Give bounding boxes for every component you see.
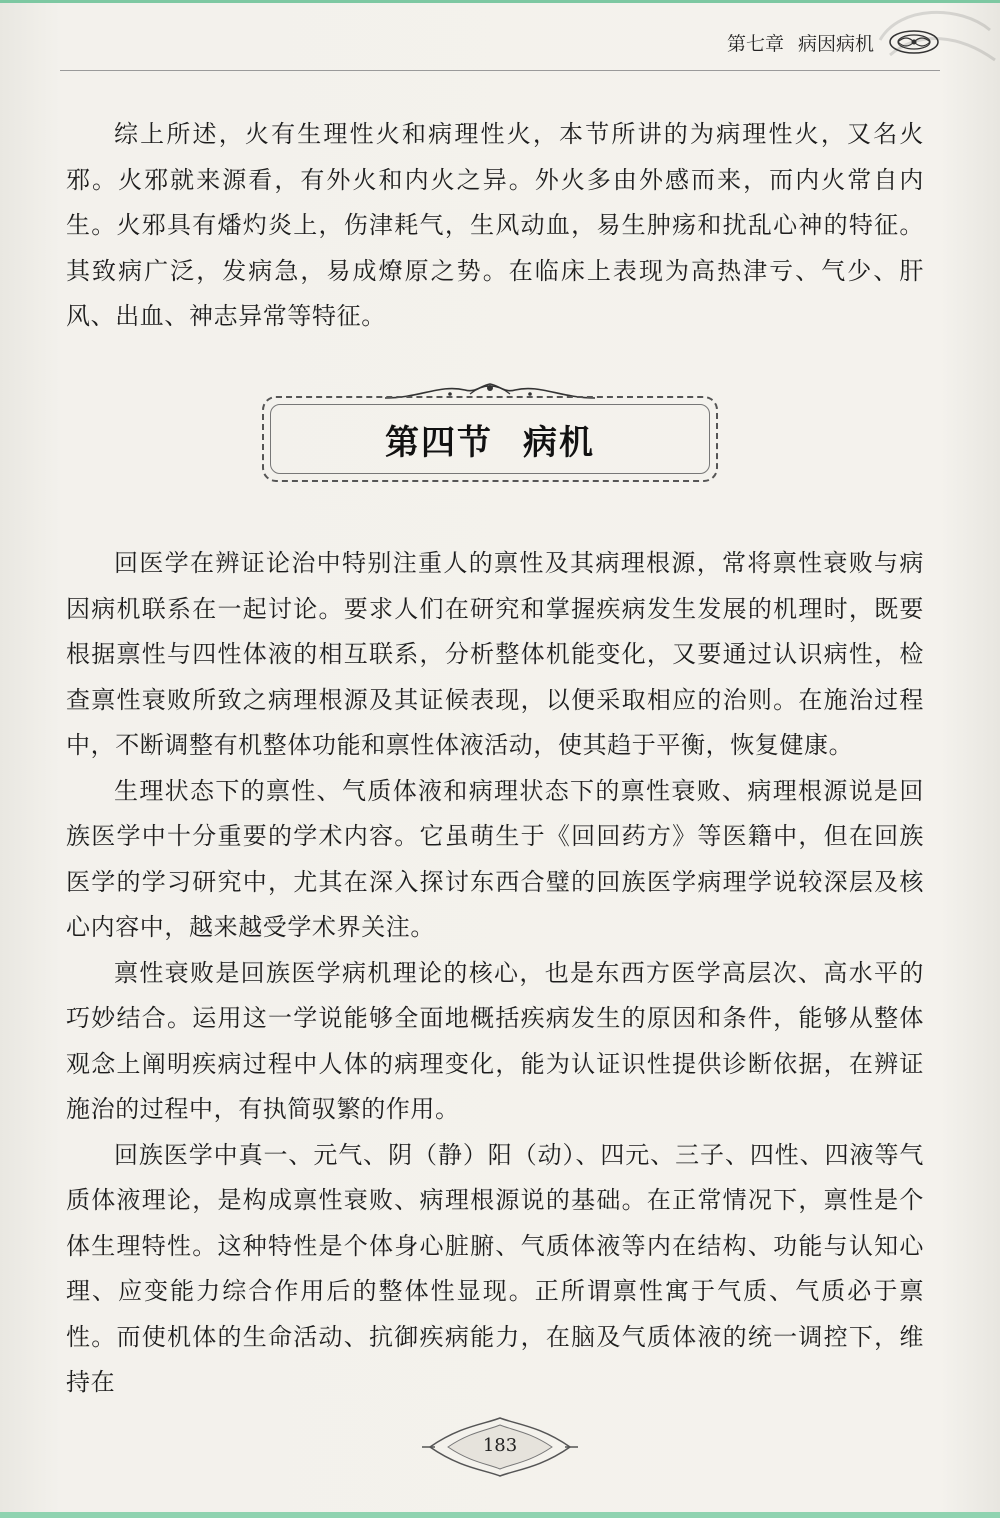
running-head bbox=[727, 26, 940, 58]
section-heading bbox=[262, 396, 718, 482]
bottom-edge bbox=[0, 1512, 1000, 1518]
body-paragraph: 禀性衰败是回族医学病机理论的核心，也是东西方医学高层次、高水平的巧妙结合。运用这一学说能够全面地概括疾病发生的原因和条件，能够从整体观念上阐明疾病过程中人体的病理变化，能为认证识性提供诊断依据，在辨证施治的过程中，有执简驭繁的作用。 bbox=[66, 958, 924, 1123]
intro-paragraph: 综上所述，火有生理性火和病理性火，本节所讲的为病理性火，又名火邪。火邪就来源看，有外火和内火之异。外火多由外感而来，而内火常自内生。火邪具有燔灼炎上，伤津耗气，生风动血，易生肿疡和扰乱心神的特征。其致病广泛，发病急，易成燎原之势。在临床上表现为高热津亏、气少、肝风、出血、神志异常等特征。 bbox=[66, 120, 924, 330]
body-text bbox=[66, 541, 924, 1406]
body-paragraph: 回族医学中真一、元气、阴（静）阳（动）、四元、三子、四性、四液等气质体液理论，是构成禀性衰败、病理根源说的基础。在正常情况下，禀性是个体生理特性。这种特性是个体身心脏腑、气质体液等内在结构、功能与认知心理、应变能力综合作用后的整体性显现。正所谓禀性寓于气质、气质必于禀性。而使机体的生命活动、抗御疾病能力，在脑及气质体液的统一调控下，维持在 bbox=[66, 1140, 924, 1396]
page-number: 183 bbox=[482, 1435, 518, 1456]
intro-text bbox=[66, 112, 924, 340]
chapter-title: 病因病机 bbox=[797, 32, 874, 55]
section-title: 病机 bbox=[523, 422, 595, 463]
body-paragraph: 回医学在辨证论治中特别注重人的禀性及其病理根源，常将禀性衰败与病因病机联系在一起讨论。要求人们在研究和掌握疾病发生发展的机理时，既要根据禀性与四性体液的相互联系，分析整体机能变化，又要通过认识病性，检查禀性衰败所致之病理根源及其证候表现，以便采取相应的治则。在施治过程中，不断调整有机整体功能和禀性体液活动，使其趋于平衡，恢复健康。 bbox=[66, 549, 924, 759]
chapter-number: 第七章 bbox=[726, 32, 784, 55]
header-ornament-icon bbox=[888, 28, 940, 56]
body-paragraph: 生理状态下的禀性、气质体液和病理状态下的禀性衰败、病理根源说是回族医学中十分重要的学术内容。它虽萌生于《回回药方》等医籍中，但在回族医学的学习研究中，尤其在深入探讨东西合璧的回族医学病理学说较深层及核心内容中，越来越受学术界关注。 bbox=[66, 776, 924, 941]
top-edge bbox=[0, 0, 1000, 3]
header-rule bbox=[60, 70, 940, 71]
section-number: 第四节 bbox=[385, 422, 493, 463]
